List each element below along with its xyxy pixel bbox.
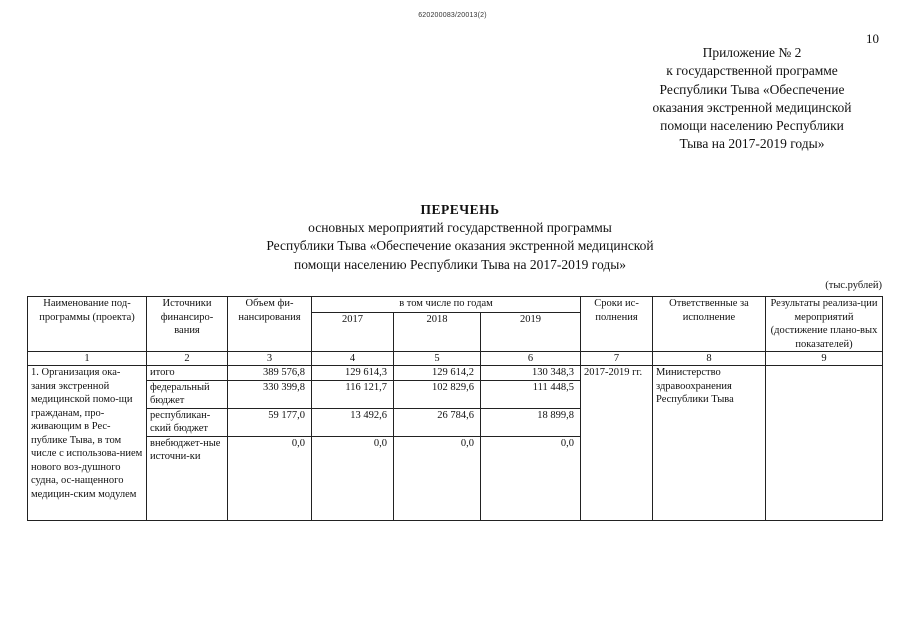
column-number: 9 xyxy=(766,352,883,366)
appendix-line: помощи населению Республики xyxy=(660,118,844,134)
funding-2017: 116 121,7 xyxy=(312,380,394,408)
activity-deadline: 2017-2019 гг. xyxy=(581,366,653,521)
units-note: (тыс.рублей) xyxy=(825,280,882,291)
funding-2017: 13 492,6 xyxy=(312,408,394,436)
funding-volume: 330 399,8 xyxy=(228,380,312,408)
activity-name: 1. Организация ока-зания экстренной медицинской помо-щи гражданам, про-живающим в Рес-публике Тыва, в том числе с использова-нием нового воз-душного судна, ос-нащенного медицин-ским модулем xyxy=(28,366,147,521)
funding-2019: 130 348,3 xyxy=(481,366,581,381)
appendix-line: Республики Тыва «Обеспечение xyxy=(659,81,845,97)
header-sources: Источники финансиро-вания xyxy=(147,297,228,352)
appendix-line: оказания экстренной медицинской xyxy=(652,99,852,115)
funding-2018: 102 829,6 xyxy=(394,380,481,408)
document-title: ПЕРЕЧЕНЬ xyxy=(420,202,500,217)
subtitle-line: помощи населению Республики Тыва на 2017-2019 годы» xyxy=(293,256,627,272)
appendix-note xyxy=(612,44,892,154)
page-number: 10 xyxy=(866,31,879,46)
funding-source: федеральный бюджет xyxy=(147,380,228,408)
header-year-2017: 2017 xyxy=(312,313,394,352)
activity-result xyxy=(766,366,883,521)
appendix-line: Приложение № 2 xyxy=(702,45,802,60)
column-number: 8 xyxy=(653,352,766,366)
header-year-2018: 2018 xyxy=(394,313,481,352)
column-number: 4 xyxy=(312,352,394,366)
funding-2017: 129 614,3 xyxy=(312,366,394,381)
header-name: Наименование под-программы (проекта) xyxy=(28,297,147,352)
column-number: 6 xyxy=(481,352,581,366)
appendix-line: Тыва на 2017-2019 годы» xyxy=(679,136,825,152)
header-responsible: Ответственные за исполнение xyxy=(653,297,766,352)
subtitle-line: Республики Тыва «Обеспечение оказания экстренной медицинской xyxy=(266,238,654,254)
funding-2018: 0,0 xyxy=(394,436,481,520)
funding-2018: 129 614,2 xyxy=(394,366,481,381)
column-number: 1 xyxy=(28,352,147,366)
funding-2018: 26 784,6 xyxy=(394,408,481,436)
funding-volume: 389 576,8 xyxy=(228,366,312,381)
activities-table xyxy=(27,296,883,521)
table-row xyxy=(28,366,883,381)
column-number: 7 xyxy=(581,352,653,366)
header-results: Результаты реализа-ции мероприятий (достижение плано-вых показателей) xyxy=(766,297,883,352)
funding-source: итого xyxy=(147,366,228,381)
header-deadlines: Сроки ис-полнения xyxy=(581,297,653,352)
document-id: 620200083/20013(2) xyxy=(418,12,487,19)
column-number: 3 xyxy=(228,352,312,366)
funding-2019: 111 448,5 xyxy=(481,380,581,408)
funding-volume: 0,0 xyxy=(228,436,312,520)
funding-source: республикан-ский бюджет xyxy=(147,408,228,436)
column-number: 5 xyxy=(394,352,481,366)
funding-source: внебюджет-ные источни-ки xyxy=(147,436,228,520)
header-volume: Объем фи-нансирования xyxy=(228,297,312,352)
funding-2019: 0,0 xyxy=(481,436,581,520)
funding-2017: 0,0 xyxy=(312,436,394,520)
activity-responsible: Министерство здравоохранения Республики Тыва xyxy=(653,366,766,521)
subtitle-line: основных мероприятий государственной программы xyxy=(308,220,612,236)
appendix-line: к государственной программе xyxy=(666,63,838,79)
header-year-2019: 2019 xyxy=(481,313,581,352)
funding-volume: 59 177,0 xyxy=(228,408,312,436)
column-number: 2 xyxy=(147,352,228,366)
document-heading xyxy=(120,201,800,274)
funding-2019: 18 899,8 xyxy=(481,408,581,436)
header-by-years: в том числе по годам xyxy=(312,297,581,313)
